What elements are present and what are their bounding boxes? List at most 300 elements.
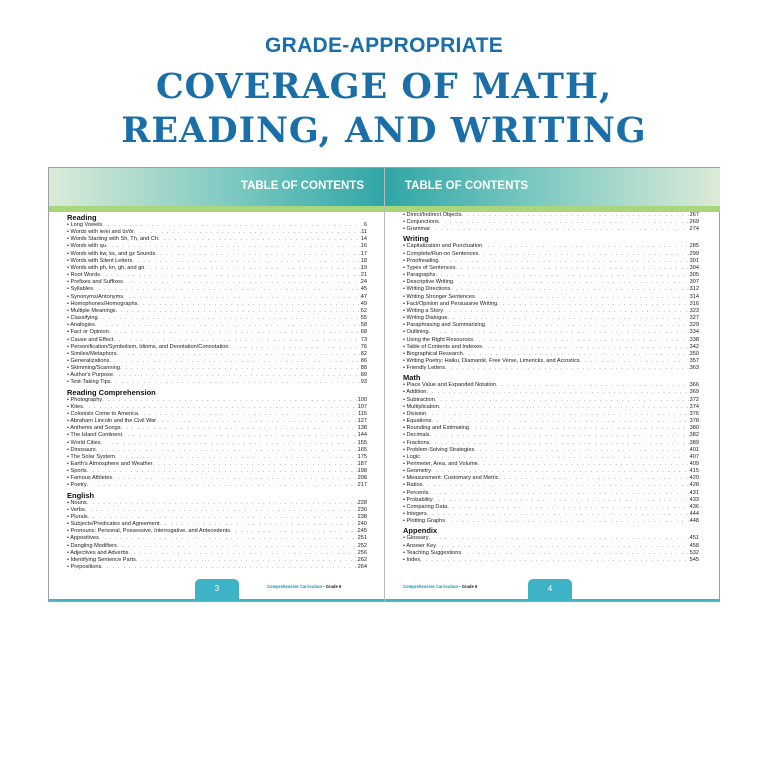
toc-entry-title: • Kites [67, 403, 83, 410]
toc-entry-page: 357 [689, 357, 699, 364]
toc-entry [67, 557, 367, 564]
toc-entry [67, 521, 367, 528]
toc-entry [67, 372, 367, 379]
toc-entry-title: • Multiplication [403, 403, 439, 410]
toc-entry [403, 389, 699, 396]
toc-entry-page: 11 [361, 229, 367, 236]
toc-entry [67, 344, 367, 351]
toc-dot-leader [102, 397, 357, 404]
toc-entry-title: • Classifying [67, 315, 98, 322]
toc-entry-page: 299 [689, 250, 699, 257]
toc-dot-leader [83, 404, 358, 411]
toc-dot-leader [120, 365, 361, 372]
toc-entry-title: • Paraphrasing and Summarizing [403, 322, 485, 329]
toc-entry-page: 420 [689, 475, 699, 482]
toc-entry-title: • Measurement: Customary and Metric [403, 475, 499, 482]
toc-entry [67, 404, 367, 411]
toc-entry-title: • Fact/Opinion and Persuasive Writing [403, 300, 498, 307]
toc-dot-leader [461, 550, 690, 557]
toc-entry-title: • Outlining [403, 329, 429, 336]
toc-entry-title: • Biographical Research [403, 350, 463, 357]
toc-entry-title: • Grammar [403, 226, 431, 233]
toc-dot-leader [87, 482, 358, 489]
toc-entry-title: • Dinosaurs [67, 446, 96, 453]
toc-dot-leader [98, 315, 361, 322]
toc-entry [67, 243, 367, 250]
toc-dot-leader [430, 432, 690, 439]
toc-entry-page: 312 [689, 286, 699, 293]
toc-dot-leader [435, 272, 689, 279]
toc-entry-title: • The Island Continent [67, 432, 123, 439]
toc-entry-title: • The Solar System [67, 453, 115, 460]
toc-entry-title: • Syllables [67, 286, 93, 293]
toc-entry [403, 418, 699, 425]
toc-dot-leader [137, 301, 360, 308]
toc-section-heading: Math [403, 373, 421, 383]
toc-entry-page: 269 [689, 219, 699, 226]
toc-entry [403, 258, 699, 265]
toc-entry-title: • Skimming/Scanning [67, 365, 120, 372]
toc-section-heading: English [67, 490, 95, 500]
toc-dot-leader [136, 557, 358, 564]
toc-entry-title: • Nouns [67, 499, 87, 506]
toc-entry [403, 535, 699, 542]
toc-entry-title: • Equations [403, 418, 432, 425]
toc-entry [403, 308, 699, 315]
toc-entry-title: • Words with ph, kn, gh, and gn [67, 264, 145, 271]
toc-entry-page: 19 [360, 264, 367, 271]
toc-entry-page: 58 [360, 322, 367, 329]
toc-entry [403, 543, 699, 550]
toc-entry-page: 409 [689, 461, 699, 467]
toc-dot-leader [453, 279, 690, 286]
toc-entry-title: • Words with ie/ei and ûr/ôr [67, 229, 134, 236]
toc-entry-title: • Logic [403, 453, 420, 460]
toc-entry-title: • Comparing Data [403, 503, 448, 510]
toc-entry-title: • World Cities [67, 439, 101, 446]
toc-dot-leader [469, 425, 690, 432]
toc-dot-leader [445, 518, 690, 525]
toc-entry [67, 418, 367, 425]
toc-entry-page: 251 [357, 535, 367, 542]
toc-dot-leader [138, 411, 358, 418]
toc-entry [67, 425, 367, 432]
toc-entry-title: • Earth's Atmosphere and Weather [67, 461, 153, 467]
toc-dot-leader [429, 490, 690, 497]
toc-entry [67, 454, 367, 461]
toc-dot-leader [431, 468, 690, 475]
toc-entry-page: 305 [689, 272, 699, 279]
toc-entry [67, 258, 367, 265]
toc-entry-page: 532 [689, 549, 699, 556]
toc-entry [403, 344, 699, 351]
toc-entry-page: 264 [357, 564, 367, 571]
toc-entry-page: 245 [357, 528, 367, 535]
toc-entry-page: 415 [689, 468, 699, 475]
toc-entry [403, 226, 699, 233]
toc-entry-page: 323 [689, 307, 699, 314]
toc-entry [67, 322, 367, 329]
toc-entry [403, 243, 699, 250]
toc-entry [403, 397, 699, 404]
toc-entry-title: • Writing Dialogue [403, 315, 448, 322]
toc-entry-page: 86 [360, 357, 367, 364]
toc-entry-page: 444 [689, 511, 699, 518]
toc-dot-leader [439, 258, 690, 265]
toc-entry-title: • Author's Purpose [67, 372, 113, 379]
toc-dot-leader [100, 272, 361, 279]
toc-entry-page: 350 [689, 350, 699, 357]
toc-section-heading: Reading [67, 213, 97, 222]
toc-entry [67, 272, 367, 279]
toc-entry [403, 337, 699, 344]
toc-dot-leader [427, 511, 690, 518]
toc-entry-title: • Capitalization and Punctuation [403, 243, 483, 250]
toc-entry-title: • Using the Right Resources [403, 336, 474, 343]
toc-entry-page: 89 [360, 372, 367, 379]
toc-entry [67, 550, 367, 557]
toc-entry-page: 431 [689, 489, 699, 496]
toc-entry-page: 45 [360, 286, 367, 293]
toc-entry-title: • Friendly Letters [403, 365, 446, 372]
toc-entry-title: • Similes/Metaphors [67, 350, 117, 357]
toc-entry-title: • Answer Key [403, 542, 437, 549]
toc-entry-title: • Writing Poetry: Haiku, Diamanté, Free Verse, Limericks, and Acrostics [403, 357, 580, 364]
toc-dot-leader [478, 251, 689, 258]
toc-entry [403, 490, 699, 497]
toc-entry-title: • Generalizations [67, 357, 110, 364]
toc-entry-page: 428 [689, 482, 699, 489]
toc-dot-leader [426, 389, 689, 396]
left-page-footer [49, 579, 384, 601]
toc-entry [67, 461, 367, 468]
toc-entry-page: 262 [357, 556, 367, 563]
toc-entry-page: 138 [357, 425, 367, 432]
left-page-title: TABLE OF CONTENTS [240, 180, 364, 192]
toc-dot-leader [159, 521, 357, 528]
toc-entry-page: 366 [689, 382, 699, 389]
toc-entry [403, 286, 699, 293]
toc-entry-title: • Plurals [67, 513, 88, 520]
toc-dot-leader [420, 454, 690, 461]
toc-entry [403, 497, 699, 504]
left-footer-text [267, 584, 341, 589]
toc-entry-title: • Prepositions [67, 564, 102, 571]
toc-entry [403, 440, 699, 447]
toc-entry-title: • Famous Athletes [67, 475, 113, 482]
toc-entry [403, 301, 699, 308]
toc-entry-title: • Types of Sentences [403, 264, 456, 271]
toc-entry [67, 528, 367, 535]
toc-entry-title: • Probability [403, 496, 433, 503]
toc-entry [67, 279, 367, 286]
toc-dot-leader [456, 265, 690, 272]
toc-entry-page: 389 [689, 439, 699, 446]
toc-entry-title: • Words with Silent Letters [67, 257, 133, 264]
toc-entry [403, 550, 699, 557]
toc-entry-title: • Index [403, 556, 421, 563]
toc-entry-page: 82 [360, 350, 367, 357]
toc-entry-title: • Identifying Sentence Parts [67, 556, 136, 563]
toc-dot-leader [496, 382, 690, 389]
toc-entry-page: 433 [689, 496, 699, 503]
toc-entry-page: 382 [689, 432, 699, 439]
toc-entry-title: • Personification/Symbolism, Idioms, and Denotation/Connotation [67, 343, 229, 350]
toc-entry [67, 440, 367, 447]
toc-entry-title: • Analogies [67, 322, 95, 329]
toc-dot-leader [422, 482, 689, 489]
toc-entry-title: • Subtraction [403, 396, 435, 403]
toc-entry-title: • Rounding and Estimating [403, 425, 470, 432]
right-footer-series: Comprehensive Curriculum [403, 584, 458, 589]
toc-dot-leader [436, 543, 690, 550]
toc-entry [403, 504, 699, 511]
toc-entry-page: 451 [689, 535, 699, 542]
toc-dot-leader [156, 418, 358, 425]
toc-dot-leader [117, 543, 358, 550]
toc-entry [403, 461, 699, 468]
toc-entry-page: 198 [357, 468, 367, 475]
toc-entry [67, 564, 367, 571]
toc-entry [67, 308, 367, 315]
toc-entry [67, 432, 367, 439]
toc-entry-page: 316 [689, 300, 699, 307]
book-spread [48, 167, 720, 602]
toc-entry-page: 327 [689, 315, 699, 322]
toc-entry-title: • Descriptive Writing [403, 279, 454, 286]
toc-entry-title: • Test-Taking Tips [67, 379, 111, 386]
toc-entry-page: 334 [689, 329, 699, 336]
right-footer-text [403, 584, 477, 589]
toc-entry-page: 228 [357, 499, 367, 506]
toc-dot-leader [155, 251, 360, 258]
toc-entry [403, 404, 699, 411]
toc-entry-page: 436 [689, 503, 699, 510]
headline-line-2: READING, AND WRITING [121, 110, 647, 151]
toc-dot-leader [443, 308, 690, 315]
toc-dot-leader [102, 222, 364, 229]
toc-entry-title: • Writing a Story [403, 307, 444, 314]
toc-entry [67, 379, 367, 386]
toc-entry-page: 304 [689, 264, 699, 271]
toc-entry [67, 365, 367, 372]
toc-section-heading: Appendix [403, 526, 438, 536]
toc-dot-leader [85, 507, 358, 514]
toc-entry-title: • Prefixes and Suffixes [67, 279, 123, 286]
toc-entry-title: • Geometry [403, 468, 432, 475]
toc-entry-title: • Integers [403, 511, 427, 518]
toc-dot-leader [450, 286, 689, 293]
toc-dot-leader [93, 286, 361, 293]
toc-entry-page: 301 [689, 257, 699, 264]
toc-entry-page: 407 [689, 453, 699, 460]
toc-entry-page: 252 [357, 542, 367, 549]
toc-entry [67, 397, 367, 404]
toc-entry [67, 229, 367, 236]
toc-entry [67, 482, 367, 489]
toc-dot-leader [230, 528, 358, 535]
toc-entry [67, 294, 367, 301]
toc-entry-title: • Synonyms/Antonyms [67, 293, 124, 300]
toc-dot-leader [101, 564, 357, 571]
toc-entry-page: 380 [689, 425, 699, 432]
left-table-of-contents [67, 212, 367, 571]
toc-dot-leader [112, 475, 357, 482]
toc-entry [403, 294, 699, 301]
toc-dot-leader [101, 440, 358, 447]
toc-entry-page: 256 [357, 549, 367, 556]
toc-entry-page: 14 [360, 236, 367, 243]
toc-entry [67, 251, 367, 258]
toc-entry-page: 208 [357, 475, 367, 482]
toc-entry [403, 432, 699, 439]
toc-entry-title: • Long Vowels [67, 222, 103, 228]
toc-entry [67, 475, 367, 482]
toc-entry-page: 165 [357, 446, 367, 453]
toc-entry-title: • Adjectives and Adverbs [67, 549, 129, 556]
toc-entry-page: 18 [360, 257, 367, 264]
toc-entry-page: 329 [689, 322, 699, 329]
toc-entry [67, 468, 367, 475]
toc-dot-leader [431, 418, 689, 425]
toc-entry [403, 365, 699, 372]
toc-entry-title: • Plotting Graphs [403, 518, 446, 525]
toc-entry-page: 374 [689, 403, 699, 410]
toc-entry-title: • Teaching Suggestions [403, 549, 462, 556]
toc-dot-leader [439, 219, 690, 226]
left-page [49, 168, 384, 601]
toc-entry-title: • Place Value and Expanded Notation [403, 382, 496, 389]
toc-entry-page: 47 [360, 293, 367, 300]
toc-entry-page: 238 [357, 513, 367, 520]
toc-dot-leader [462, 212, 690, 219]
toc-entry-page: 175 [357, 453, 367, 460]
right-page-number: 4 [528, 579, 572, 601]
toc-section-heading: Reading Comprehension [67, 387, 156, 397]
toc-dot-leader [95, 322, 361, 329]
left-footer-grade: Grade 6 [325, 584, 342, 589]
toc-entry [403, 518, 699, 525]
toc-entry-title: • Fact or Opinion [67, 329, 109, 336]
toc-entry [67, 236, 367, 243]
toc-entry [67, 500, 367, 507]
toc-entry-page: 49 [360, 300, 367, 307]
toc-entry-page: 17 [360, 250, 367, 257]
toc-entry-page: 107 [357, 403, 367, 410]
toc-dot-leader [445, 365, 690, 372]
toc-entry [403, 315, 699, 322]
toc-dot-leader [96, 447, 358, 454]
toc-dot-leader [429, 329, 690, 336]
toc-entry-page: 52 [360, 307, 367, 314]
toc-entry [403, 511, 699, 518]
toc-entry [67, 543, 367, 550]
toc-dot-leader [463, 351, 690, 358]
toc-entry-page: 187 [357, 461, 367, 467]
toc-entry-page: 448 [689, 518, 699, 525]
toc-dot-leader [117, 351, 361, 358]
toc-entry-page: 16 [360, 243, 367, 250]
toc-entry [67, 329, 367, 336]
toc-entry-title: • Homophones/Homographs [67, 300, 138, 307]
toc-entry-page: 338 [689, 336, 699, 343]
toc-entry [403, 411, 699, 418]
toc-entry [403, 265, 699, 272]
toc-entry-page: 230 [357, 506, 367, 513]
toc-entry [67, 337, 367, 344]
toc-entry-page: 363 [689, 365, 699, 372]
toc-dot-leader [115, 454, 358, 461]
toc-entry-page: 240 [357, 521, 367, 528]
toc-entry-title: • Cause and Effect [67, 336, 114, 343]
toc-entry [403, 219, 699, 226]
toc-entry [67, 535, 367, 542]
toc-entry [67, 315, 367, 322]
toc-entry-title: • Writing Directions [403, 286, 451, 293]
toc-entry-page: 68 [360, 329, 367, 336]
toc-entry-title: • Writing Stronger Sentences [403, 293, 475, 300]
toc-entry [403, 482, 699, 489]
toc-dot-leader [447, 315, 689, 322]
toc-entry-page: 93 [360, 379, 367, 386]
toc-entry [67, 507, 367, 514]
toc-entry [403, 212, 699, 219]
toc-dot-leader [116, 308, 361, 315]
toc-entry-page: 76 [360, 343, 367, 350]
toc-entry [403, 468, 699, 475]
toc-entry-page: 274 [689, 226, 699, 233]
toc-entry-page: 545 [689, 556, 699, 563]
toc-entry-page: 342 [689, 343, 699, 350]
toc-entry-title: • Problem-Solving Strategies [403, 446, 475, 453]
toc-entry-title: • Direct/Indirect Objects [403, 212, 462, 218]
toc-entry-page: 24 [360, 279, 367, 286]
toc-dot-leader [144, 265, 360, 272]
right-page-title: TABLE OF CONTENTS [405, 180, 529, 192]
toc-entry-title: • Ratios [403, 482, 423, 489]
toc-entry-title: • Percents [403, 489, 429, 496]
toc-entry-page: 55 [360, 315, 367, 322]
toc-entry [67, 222, 367, 229]
toc-entry [403, 272, 699, 279]
toc-entry-title: • Appositives [67, 535, 99, 542]
toc-entry [403, 425, 699, 432]
toc-entry-title: • Glossary [403, 535, 429, 542]
toc-entry-page: 6 [363, 222, 367, 228]
toc-dot-leader [499, 475, 690, 482]
toc-entry-title: • Verbs [67, 506, 85, 513]
headline-line-1: COVERAGE OF MATH, [155, 66, 613, 107]
toc-entry-page: 100 [357, 396, 367, 403]
toc-entry-title: • Division [403, 410, 427, 417]
toc-entry-page: 285 [689, 243, 699, 250]
toc-dot-leader [485, 322, 690, 329]
toc-dot-leader [153, 461, 358, 468]
toc-entry-title: • Table of Contents and Indexes [403, 343, 482, 350]
toc-dot-leader [580, 358, 690, 365]
toc-dot-leader [128, 550, 357, 557]
toc-entry [403, 475, 699, 482]
toc-dot-leader [123, 279, 361, 286]
toc-entry-title: • Anthems and Songs [67, 425, 121, 432]
toc-entry [403, 454, 699, 461]
toc-dot-leader [429, 535, 690, 542]
toc-entry-page: 307 [689, 279, 699, 286]
toc-entry-title: • Multiple Meanings [67, 307, 116, 314]
toc-entry-title: • Sports [67, 468, 87, 475]
toc-dot-leader [158, 236, 361, 243]
right-page-footer [385, 579, 720, 601]
